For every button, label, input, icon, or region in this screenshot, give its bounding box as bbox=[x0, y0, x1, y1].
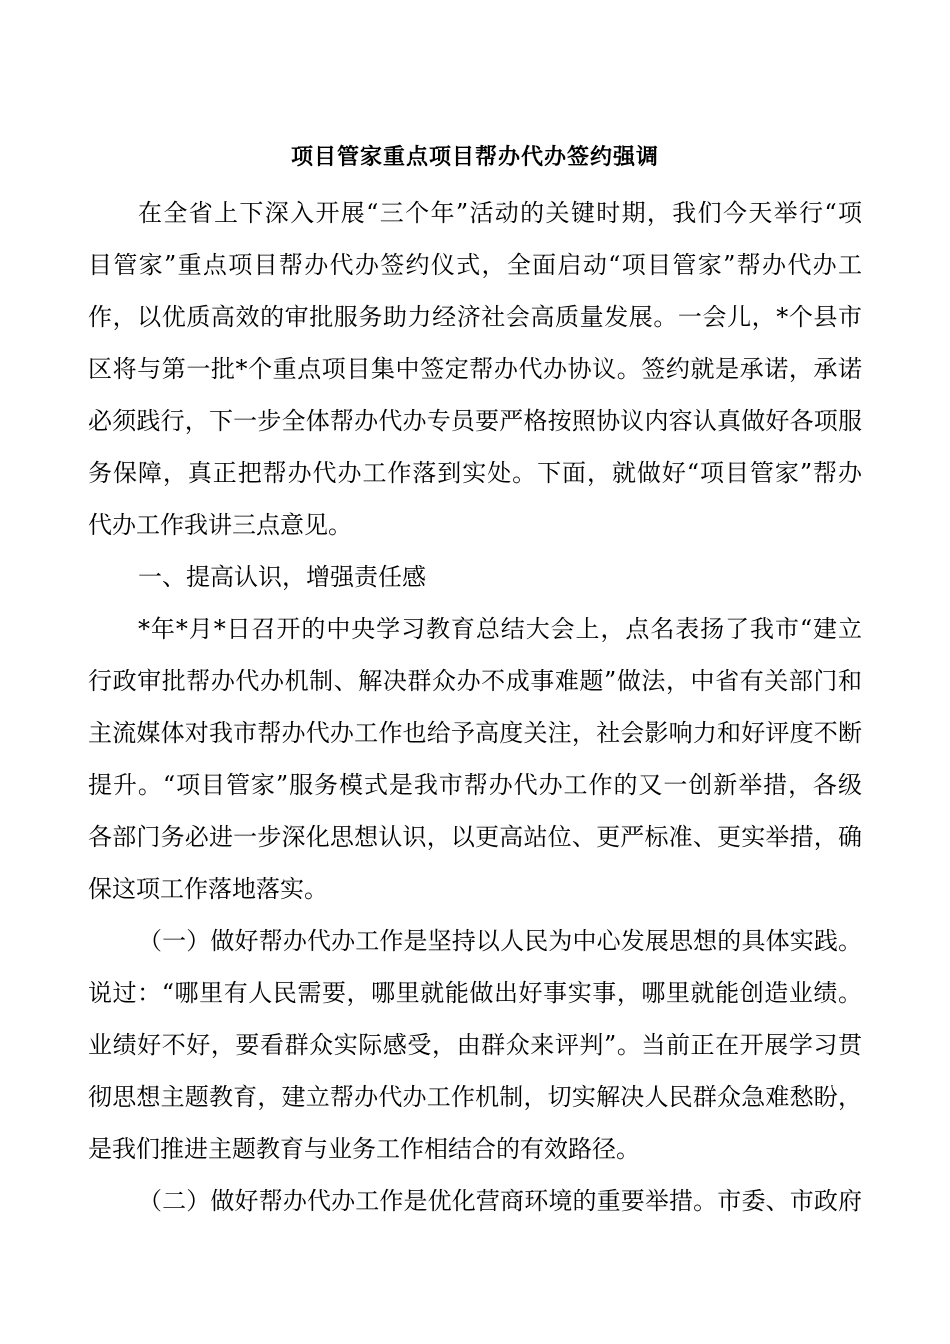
body-line: *年*月*日召开的中央学习教育总结大会上，点名表扬了我市“建立 bbox=[138, 615, 862, 643]
body-line: 彻思想主题教育，建立帮办代办工作机制，切实解决人民群众急难愁盼， bbox=[88, 1083, 862, 1111]
body-line: 是我们推进主题教育与业务工作相结合的有效路径。 bbox=[88, 1135, 640, 1163]
body-line: 说过：“哪里有人民需要，哪里就能做出好事实事，哪里就能创造业绩。 bbox=[88, 979, 862, 1007]
section-heading: 一、提高认识，增强责任感 bbox=[138, 563, 426, 591]
document-title: 项目管家重点项目帮办代办签约强调 bbox=[290, 144, 659, 170]
document-body bbox=[88, 187, 862, 1227]
body-line: 必须践行，下一步全体帮办代办专员要严格按照协议内容认真做好各项服 bbox=[88, 407, 862, 435]
body-line: 目管家”重点项目帮办代办签约仪式，全面启动“项目管家”帮办代办工 bbox=[88, 251, 862, 279]
body-line: 主流媒体对我市帮办代办工作也给予高度关注，社会影响力和好评度不断 bbox=[88, 719, 862, 747]
subsection-line: （二）做好帮办代办工作是优化营商环境的重要举措。市委、市政府 bbox=[138, 1187, 862, 1215]
body-line: 代办工作我讲三点意见。 bbox=[88, 511, 352, 539]
body-line: 各部门务必进一步深化思想认识，以更高站位、更严标准、更实举措，确 bbox=[88, 823, 862, 851]
body-line: 提升。“项目管家”服务模式是我市帮办代办工作的又一创新举措，各级 bbox=[88, 771, 862, 799]
body-line: 业绩好不好，要看群众实际感受，由群众来评判”。当前正在开展学习贯 bbox=[88, 1031, 862, 1059]
body-line: 在全省上下深入开展“三个年”活动的关键时期，我们今天举行“项 bbox=[138, 199, 862, 227]
subsection-line: （一）做好帮办代办工作是坚持以人民为中心发展思想的具体实践。 bbox=[138, 927, 862, 955]
body-line: 务保障，真正把帮办代办工作落到实处。下面，就做好“项目管家”帮办 bbox=[88, 459, 862, 487]
body-line: 行政审批帮办代办机制、解决群众办不成事难题”做法，中省有关部门和 bbox=[88, 667, 862, 695]
body-line: 保这项工作落地落实。 bbox=[88, 875, 328, 903]
body-line: 作，以优质高效的审批服务助力经济社会高质量发展。一会儿，*个县市 bbox=[88, 303, 862, 331]
body-line: 区将与第一批*个重点项目集中签定帮办代办协议。签约就是承诺，承诺 bbox=[88, 355, 862, 383]
